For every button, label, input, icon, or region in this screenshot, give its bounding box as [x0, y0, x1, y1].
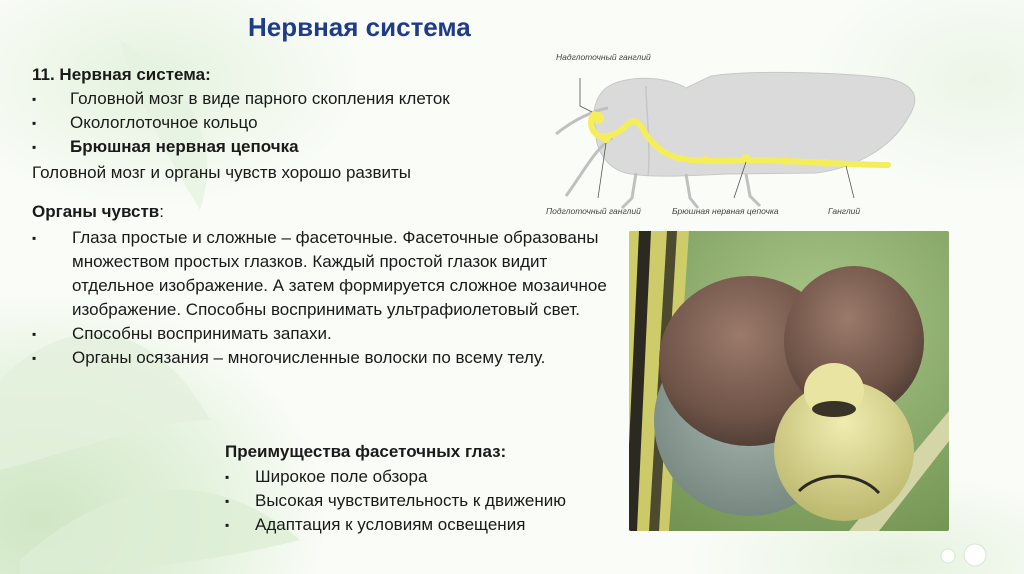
list-item-text: Адаптация к условиям освещения	[255, 515, 526, 534]
list-item	[32, 346, 612, 370]
bullet-marker: ▪	[32, 116, 37, 130]
section2-list	[32, 226, 612, 370]
list-item	[32, 111, 532, 135]
section2-heading-line	[32, 200, 164, 224]
bullet-marker: ▪	[32, 351, 37, 365]
diagram-label-bottom-left: Подглоточный ганглий	[546, 206, 641, 216]
diagram-label-top: Надглоточный ганглий	[556, 52, 651, 62]
bullet-marker: ▪	[225, 518, 230, 532]
nervous-system-diagram	[536, 48, 922, 220]
bullet-marker: ▪	[32, 92, 37, 106]
list-item-text: Широкое поле обзора	[255, 467, 428, 486]
diagram-label-bottom-right: Ганглий	[828, 206, 861, 216]
list-item	[32, 322, 612, 346]
list-item	[32, 135, 532, 159]
section1-note: Головной мозг и органы чувств хорошо развиты	[32, 163, 411, 182]
list-item	[225, 465, 625, 489]
bullet-marker: ▪	[225, 470, 230, 484]
bullet-marker: ▪	[32, 231, 37, 245]
list-item	[225, 489, 625, 513]
section3-heading: Преимущества фасеточных глаз:	[225, 442, 507, 461]
list-item-text: Способны воспринимать запахи.	[72, 324, 332, 343]
dragonfly-photo	[629, 231, 949, 531]
list-item-text: Органы осязания – многочисленные волоски по всему телу.	[72, 348, 546, 367]
list-item-text: Окологлоточное кольцо	[70, 113, 258, 132]
page-title: Нервная система	[248, 12, 471, 42]
section3-list	[225, 465, 625, 537]
bullet-marker: ▪	[32, 140, 37, 154]
bullet-marker: ▪	[32, 327, 37, 341]
section1-list	[32, 87, 532, 159]
section2-heading-colon: :	[159, 202, 164, 221]
list-item	[32, 87, 532, 111]
dragonfly-head-image	[629, 231, 949, 531]
section2-heading: Органы чувств	[32, 202, 160, 221]
list-item-text: Головной мозг в виде парного скопления клеток	[70, 89, 450, 108]
list-item	[32, 226, 612, 322]
bullet-marker: ▪	[225, 494, 230, 508]
list-item-text: Высокая чувствительность к движению	[255, 491, 566, 510]
diagram-label-bottom-mid: Брюшная нервная цепочка	[672, 206, 779, 216]
list-item	[225, 513, 625, 537]
list-item-text: Брюшная нервная цепочка	[70, 137, 299, 156]
list-item-text: Глаза простые и сложные – фасеточные. Фасеточные образованы множеством простых глазков. Каждый простой глазок видит отдельное изображение. А затем формируется сложное мозаичное изображение. Способны воспринимать ультрафиолетовый свет.	[72, 228, 607, 319]
section1-heading: 11. Нервная система:	[32, 65, 211, 84]
